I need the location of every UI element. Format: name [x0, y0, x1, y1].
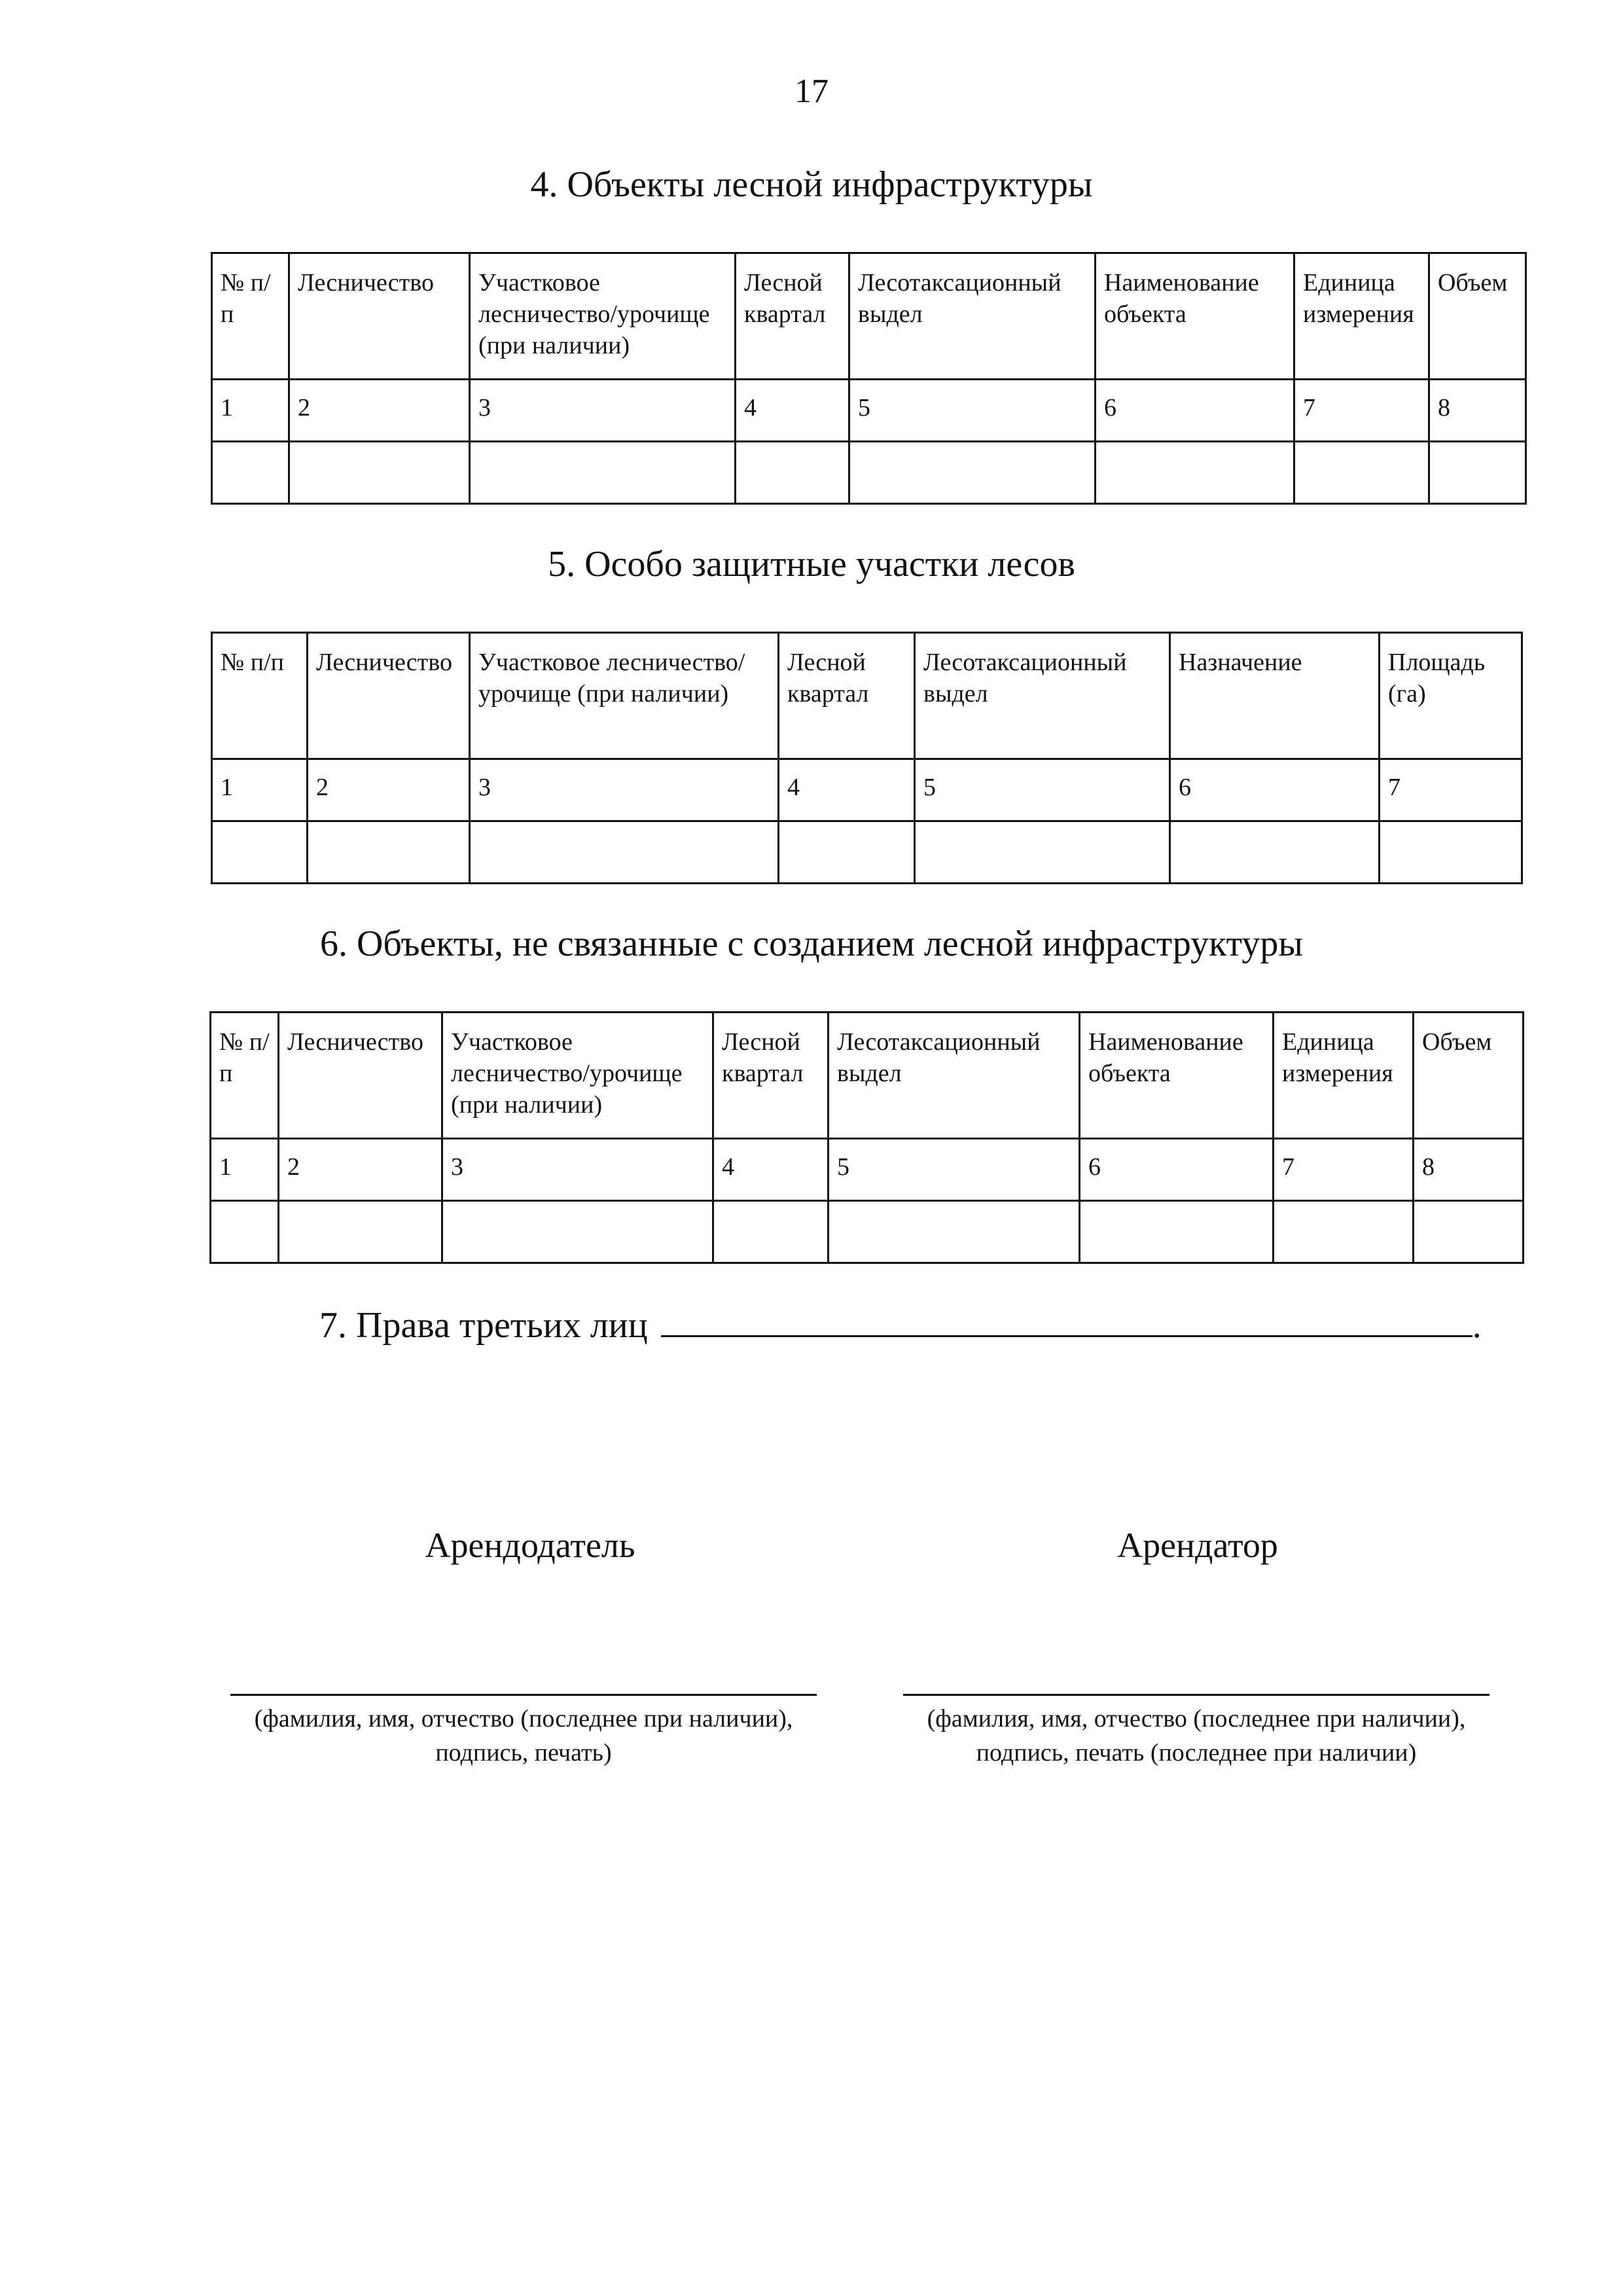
table-cell [470, 442, 736, 504]
header-cell: Единица измерения [1274, 1013, 1414, 1139]
table-cell [1380, 821, 1522, 884]
page-number: 17 [794, 73, 829, 110]
header-cell: Объем [1429, 253, 1526, 380]
third-party-rights-end: . [1472, 1305, 1482, 1346]
lessee-signature-line[interactable] [903, 1694, 1489, 1696]
third-party-rights [319, 1302, 1482, 1346]
header-cell: Участковое лесничество/урочище (при наличии) [442, 1013, 713, 1139]
table-cell [915, 821, 1170, 884]
third-party-rights-label: 7. Права третьих лиц [319, 1305, 648, 1346]
header-cell: № п/п [212, 633, 308, 759]
table-cell [1429, 442, 1526, 504]
number-cell: 4 [779, 759, 915, 821]
header-cell: № п/п [212, 253, 289, 380]
section-6-title: 6. Объекты, не связанные с созданием лесной инфраструктуры [319, 924, 1304, 964]
table-cell [1414, 1201, 1524, 1263]
table-cell [1294, 442, 1429, 504]
header-cell: Лесной квартал [736, 253, 849, 380]
number-cell: 1 [212, 759, 308, 821]
table-header-row [212, 253, 1526, 380]
header-cell: Объем [1414, 1013, 1524, 1139]
number-cell: 4 [736, 380, 849, 442]
number-cell: 7 [1294, 380, 1429, 442]
table-header-row [211, 1013, 1524, 1139]
header-cell: Лесной квартал [779, 633, 915, 759]
table-cell [289, 442, 470, 504]
number-cell: 5 [829, 1139, 1080, 1201]
lessor-caption-line-1: (фамилия, имя, отчество (последнее при наличии), [254, 1705, 793, 1732]
lessor-role: Арендодатель [425, 1526, 635, 1565]
table-cell [1170, 821, 1380, 884]
number-cell: 3 [442, 1139, 713, 1201]
table-row [212, 442, 1526, 504]
lessee-caption-line-1: (фамилия, имя, отчество (последнее при наличии), [927, 1705, 1466, 1732]
lessee-signature-caption [869, 1702, 1524, 1770]
header-cell: Лесничество [308, 633, 470, 759]
table-cell [279, 1201, 442, 1263]
table-number-row [211, 1139, 1524, 1201]
number-cell: 7 [1380, 759, 1522, 821]
number-cell: 1 [211, 1139, 279, 1201]
table-cell [829, 1201, 1080, 1263]
table-cell [308, 821, 470, 884]
lessor-signature-line[interactable] [230, 1694, 817, 1696]
lessee-role: Арендатор [1117, 1526, 1278, 1565]
header-cell: Единица измерения [1294, 253, 1429, 380]
table-cell [713, 1201, 829, 1263]
table-cell [212, 442, 289, 504]
number-cell: 2 [279, 1139, 442, 1201]
header-cell: № п/п [211, 1013, 279, 1139]
table-cell [212, 821, 308, 884]
header-cell: Лесничество [289, 253, 470, 380]
number-cell: 6 [1080, 1139, 1274, 1201]
header-cell: Наименование объекта [1080, 1013, 1274, 1139]
header-cell: Лесотаксационный выдел [849, 253, 1096, 380]
table-cell [1274, 1201, 1414, 1263]
table-header-row [212, 633, 1522, 759]
number-cell: 8 [1429, 380, 1526, 442]
number-cell: 3 [470, 759, 779, 821]
third-party-rights-blank[interactable] [661, 1302, 1472, 1337]
header-cell: Участковое лесничество/урочище (при наличии) [470, 253, 736, 380]
non-infrastructure-objects-table [209, 1011, 1524, 1264]
table-cell [1080, 1201, 1274, 1263]
table-cell [211, 1201, 279, 1263]
number-cell: 4 [713, 1139, 829, 1201]
header-cell: Лесотаксационный выдел [915, 633, 1170, 759]
section-4-title: 4. Объекты лесной инфраструктуры [530, 164, 1093, 205]
number-cell: 8 [1414, 1139, 1524, 1201]
table-row [212, 821, 1522, 884]
number-cell: 6 [1096, 380, 1294, 442]
header-cell: Наименование объекта [1096, 253, 1294, 380]
table-row [211, 1201, 1524, 1263]
infrastructure-objects-table [211, 252, 1527, 505]
header-cell: Участковое лесничество/урочище (при наличии) [470, 633, 779, 759]
table-number-row [212, 380, 1526, 442]
lessee-caption-line-2: подпись, печать (последнее при наличии) [976, 1739, 1417, 1767]
header-cell: Назначение [1170, 633, 1380, 759]
table-cell [779, 821, 915, 884]
header-cell: Лесной квартал [713, 1013, 829, 1139]
table-cell [849, 442, 1096, 504]
header-cell: Лесничество [279, 1013, 442, 1139]
table-cell [1096, 442, 1294, 504]
number-cell: 1 [212, 380, 289, 442]
table-cell [442, 1201, 713, 1263]
number-cell: 7 [1274, 1139, 1414, 1201]
table-cell [736, 442, 849, 504]
header-cell: Лесотаксационный выдел [829, 1013, 1080, 1139]
header-cell: Площадь (га) [1380, 633, 1522, 759]
number-cell: 5 [915, 759, 1170, 821]
number-cell: 5 [849, 380, 1096, 442]
protective-areas-table [211, 632, 1523, 884]
number-cell: 2 [289, 380, 470, 442]
number-cell: 2 [308, 759, 470, 821]
table-cell [470, 821, 779, 884]
table-number-row [212, 759, 1522, 821]
lessor-caption-line-2: подпись, печать) [435, 1739, 612, 1767]
section-5-title: 5. Особо защитные участки лесов [548, 544, 1075, 584]
number-cell: 6 [1170, 759, 1380, 821]
lessor-signature-caption [196, 1702, 851, 1770]
number-cell: 3 [470, 380, 736, 442]
